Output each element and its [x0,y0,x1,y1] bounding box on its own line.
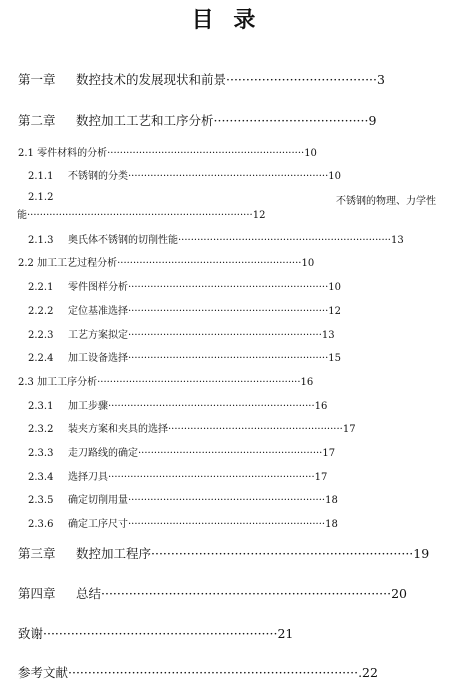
toc-entry-text: 参考文献 [18,665,69,680]
toc-entry-dots: ·························································· [117,258,302,269]
toc-entry-2-3-4[interactable] [28,468,327,483]
toc-entry-page: 18 [325,519,338,530]
toc-entry-dots: ······························································· [128,282,329,293]
toc-entry-number: 2.3.5 [28,495,54,506]
toc-entry-text: 致谢 [18,626,44,641]
toc-entry-2-2-1[interactable] [28,278,341,293]
toc-entry-page: 12 [252,210,266,221]
toc-entry-page: 20 [391,586,407,601]
toc-entry-text: 总结 [76,586,102,601]
toc-entry-text: 加工步骤 [68,401,108,412]
toc-entry-text: 不锈钢的物理、力学性 [336,196,436,207]
toc-entry-page: 10 [328,282,341,293]
toc-entry-page: 10 [301,258,315,269]
toc-entry-text: 加工工艺过程分析 [37,258,118,269]
toc-entry-text: 奥氏体不锈钢的切削性能 [68,235,178,246]
toc-entry-number: 2.3.4 [28,472,54,483]
toc-entry-chapter-4[interactable] [18,584,407,602]
toc-entry-2-2[interactable] [18,254,314,269]
toc-entry-text: 选择刀具 [68,472,108,483]
toc-entry-text: 数控加工工艺和工序分析 [76,113,214,128]
toc-entry-dots: ······························································ [128,495,326,506]
toc-entry-page: 10 [304,148,317,159]
toc-entry-dots: ········································································· [101,586,392,601]
toc-entry-2-3-6[interactable] [28,515,338,530]
toc-entry-page: 16 [314,401,328,412]
toc-entry-page: 17 [322,448,336,459]
toc-entry-number: 2.2.1 [28,282,54,293]
toc-entry-dots: ········································································· [68,665,359,680]
toc-entry-dots: ·························································· [138,448,323,459]
toc-entry-text: 数控加工程序 [76,546,152,561]
toc-entry-page: 13 [390,235,404,246]
toc-entry-page: 16 [300,377,314,388]
toc-entry-text: 确定切削用量 [68,495,128,506]
toc-entry-dots: ······························································ [128,519,326,530]
toc-entry-dots: ······································· [213,113,369,128]
toc-entry-text: 零件材料的分析 [37,148,108,159]
toc-entry-page: .22 [358,665,378,680]
toc-title: 目 录 [191,8,262,33]
toc-entry-dots: ······························································· [128,353,329,364]
toc-entry-text: 加工设备选择 [68,353,128,364]
toc-entry-page: 21 [277,626,294,641]
toc-entry-number: 2.1.2 [28,192,54,203]
toc-entry-number: 2.2.3 [28,330,54,341]
toc-entry-2-3-2[interactable] [28,420,356,435]
toc-entry-text: 走刀路线的确定 [68,448,138,459]
toc-entry-number: 第四章 [18,586,56,601]
toc-entry-number: 2.3.1 [28,401,54,412]
toc-entry-references[interactable] [18,663,378,681]
toc-entry-2-2-3[interactable] [28,326,335,341]
toc-entry-2-3-3[interactable] [28,444,335,459]
toc-entry-text: 确定工序尺寸 [68,519,128,530]
toc-entry-text: 装夹方案和夹具的选择 [68,424,168,435]
toc-entry-2-3[interactable] [18,373,313,388]
toc-entry-2-1-3[interactable] [28,231,404,246]
toc-entry-page: 17 [342,424,356,435]
toc-entry-2-3-1[interactable] [28,397,327,412]
toc-entry-number: 2.2.2 [28,306,54,317]
toc-entry-page: 12 [328,306,341,317]
toc-entry-2-3-5[interactable] [28,491,338,506]
toc-entry-number: 2.2 [18,258,34,269]
toc-entry-text: 不锈钢的分类 [68,171,128,182]
toc-entry-chapter-2[interactable] [18,111,376,129]
toc-entry-dots: ·································································· [151,546,414,561]
toc-entry-number: 2.2.4 [28,353,54,364]
toc-entry-number: 2.1.3 [28,235,54,246]
toc-entry-2-1-1[interactable] [28,167,341,182]
toc-entry-page: 9 [368,113,377,128]
toc-entry-page: 15 [328,353,341,364]
toc-entry-page: 13 [321,330,335,341]
toc-entry-page: 19 [413,546,430,561]
toc-entry-chapter-3[interactable] [18,544,429,562]
toc-entry-text: 数控技术的发展现状和前景 [76,72,227,87]
toc-entry-dots: ··································································· [178,235,391,246]
toc-entry-text: 定位基准选择 [68,306,128,317]
toc-entry-dots: ··························································· [43,626,278,641]
toc-entry-text: 工艺方案拟定 [68,330,128,341]
toc-entry-page: 17 [314,472,328,483]
toc-entry-page: 18 [325,495,338,506]
toc-entry-number: 2.3.6 [28,519,54,530]
toc-entry-number: 第一章 [18,72,56,87]
toc-entry-number: 2.1.1 [28,171,54,182]
toc-entry-dots: ······························································· [128,306,329,317]
toc-entry-chapter-1[interactable] [18,70,385,88]
toc-entry-2-2-4[interactable] [28,349,341,364]
toc-entry-text-continued: 能·······································································12 [17,210,266,221]
toc-entry-number: 第三章 [18,546,56,561]
toc-entry-dots: ······················································· [168,424,343,435]
toc-entry-number: 2.3.3 [28,448,54,459]
toc-entry-dots: ······································ [226,72,378,87]
toc-entry-number: 第二章 [18,113,56,128]
toc-entry-dots: ······································································· [27,210,253,221]
toc-entry-dots: ································································· [108,401,315,412]
toc-entry-2-2-2[interactable] [28,302,341,317]
toc-entry-text: 零件图样分析 [68,282,128,293]
toc-entry-number: 2.1 [18,148,34,159]
toc-entry-page: 3 [377,72,385,87]
toc-entry-number: 2.3.2 [28,424,54,435]
toc-entry-dots: ································································ [97,377,301,388]
toc-entry-dots: ····························································· [128,330,322,341]
toc-entry-dots: ······························································ [107,148,305,159]
toc-entry-2-1[interactable] [18,144,317,159]
toc-entry-number: 2.3 [18,377,34,388]
toc-entry-page: 10 [328,171,341,182]
toc-entry-dots: ······························································· [128,171,329,182]
toc-entry-dots: ································································· [108,472,315,483]
toc-entry-acknowledgements[interactable] [18,624,293,642]
toc-entry-text: 加工工序分析 [37,377,98,388]
